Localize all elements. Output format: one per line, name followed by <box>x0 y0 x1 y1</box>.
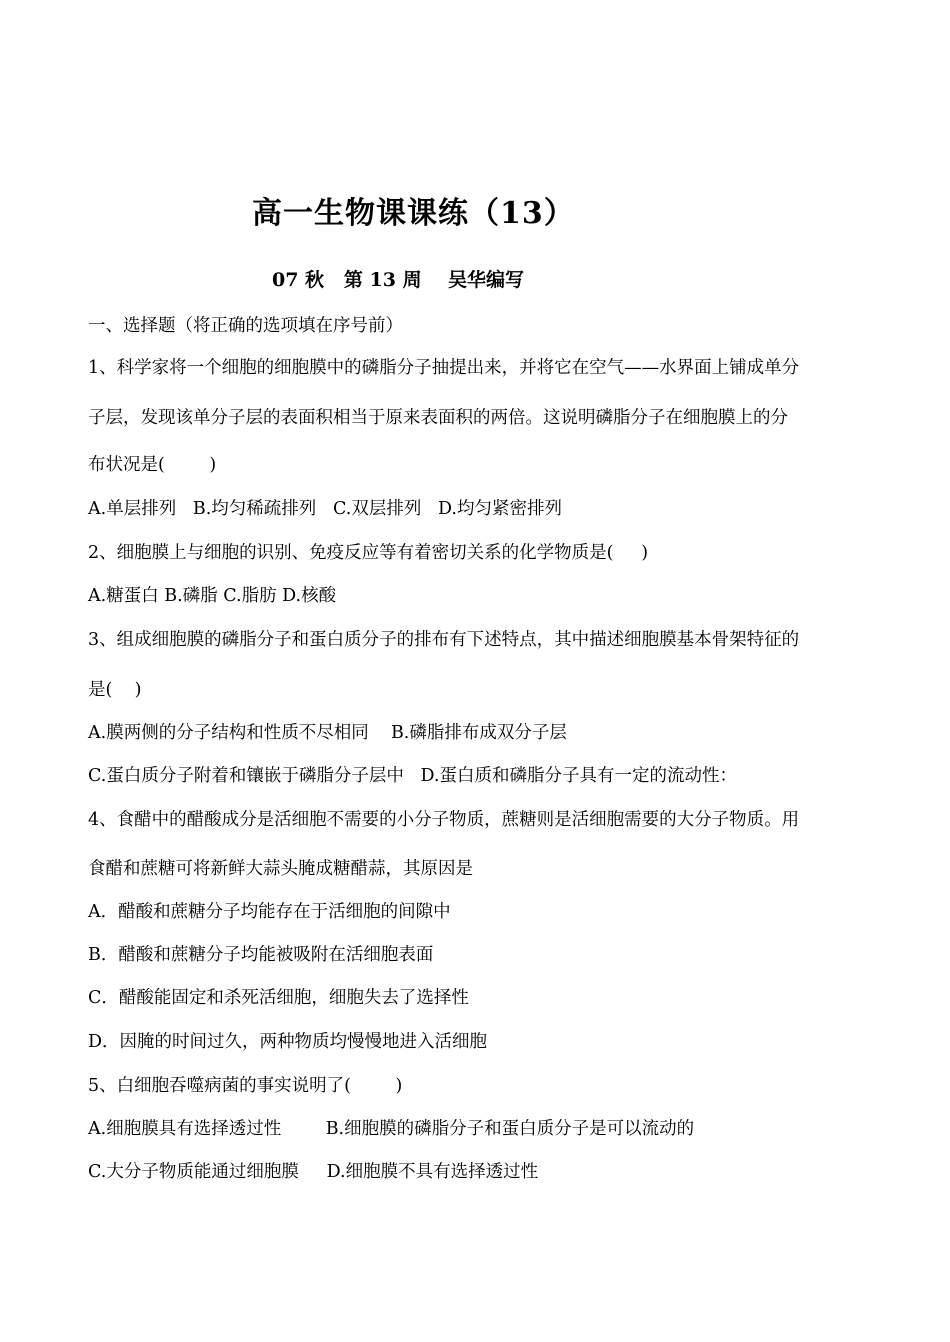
question-2-text: 2、细胞膜上与细胞的识别、免疫反应等有着密切关系的化学物质是( ) <box>88 543 649 563</box>
question-4-text-line-2: 食醋和蔗糖可将新鲜大蒜头腌成糖醋蒜，其原因是 <box>88 859 473 879</box>
question-5-options-line-2: C.大分子物质能通过细胞膜 D.细胞膜不具有选择透过性 <box>88 1162 539 1182</box>
question-1-text-line-1: 1、科学家将一个细胞的细胞膜中的磷脂分子抽提出来，并将它在空气——水界面上铺成单分 <box>88 358 800 378</box>
question-1-options: A.单层排列 B.均匀稀疏排列 C.双层排列 D.均匀紧密排列 <box>88 499 562 519</box>
question-5-text: 5、白细胞吞噬病菌的事实说明了( ) <box>88 1076 403 1096</box>
question-4-option-b: B．醋酸和蔗糖分子均能被吸附在活细胞表面 <box>88 945 434 965</box>
question-4-text-line-1: 4、食醋中的醋酸成分是活细胞不需要的小分子物质，蔗糖则是活细胞需要的大分子物质。用 <box>88 810 800 830</box>
page-title: 高一生物课课练（13） <box>252 196 575 231</box>
question-3-options-line-2: C.蛋白质分子附着和镶嵌于磷脂分子层中 D.蛋白质和磷脂分子具有一定的流动性： <box>88 766 737 786</box>
question-4-option-c: C．醋酸能固定和杀死活细胞，细胞失去了选择性 <box>88 988 469 1008</box>
question-2-options: A.糖蛋白 B.磷脂 C.脂肪 D.核酸 <box>88 586 337 606</box>
question-1-text-line-2: 子层，发现该单分子层的表面积相当于原来表面积的两倍。这说明磷脂分子在细胞膜上的分 <box>88 408 788 428</box>
question-4-option-a: A．醋酸和蔗糖分子均能存在于活细胞的间隙中 <box>88 902 451 922</box>
question-3-options-line-1: A.膜两侧的分子结构和性质不尽相同 B.磷脂排布成双分子层 <box>88 723 567 743</box>
question-5-options-line-1: A.细胞膜具有选择透过性 B.细胞膜的磷脂分子和蛋白质分子是可以流动的 <box>88 1119 695 1139</box>
question-1-text-line-3: 布状况是( ) <box>88 455 217 475</box>
question-4-option-d: D．因腌的时间过久，两种物质均慢慢地进入活细胞 <box>88 1032 488 1052</box>
section-heading: 一、选择题（将正确的选项填在序号前） <box>88 316 403 336</box>
question-3-text-line-2: 是( ) <box>88 680 142 700</box>
author-line: 07 秋 第 13 周 吴华编写 <box>272 269 525 291</box>
question-3-text-line-1: 3、组成细胞膜的磷脂分子和蛋白质分子的排布有下述特点，其中描述细胞膜基本骨架特征的 <box>88 630 800 650</box>
